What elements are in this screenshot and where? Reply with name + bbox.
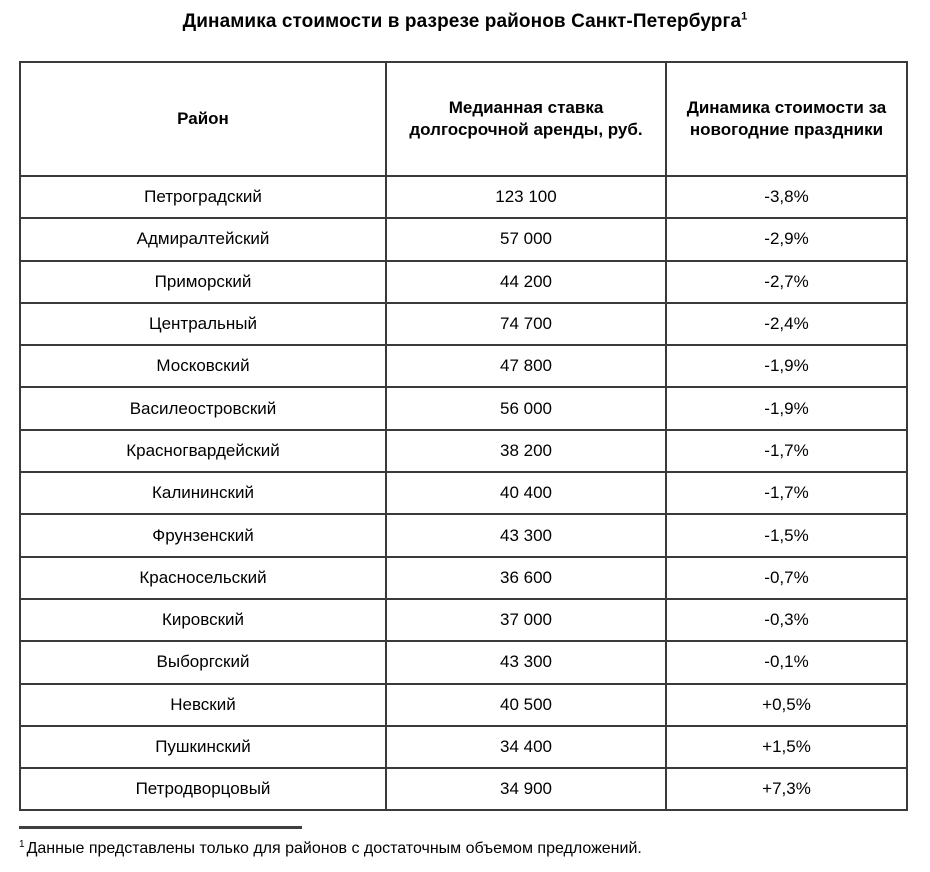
- footnote-separator: [19, 826, 302, 829]
- cell-dynamics: -1,7%: [666, 472, 907, 514]
- cell-median-rate: 40 400: [386, 472, 666, 514]
- column-header-dynamics-line1: Динамика стоимости за: [686, 98, 887, 117]
- cell-dynamics: -0,1%: [666, 641, 907, 683]
- cell-median-rate: 123 100: [386, 176, 666, 218]
- cell-district: Красногвардейский: [20, 430, 386, 472]
- table-header: [20, 62, 907, 176]
- cell-median-rate: 36 600: [386, 557, 666, 599]
- table-row: [20, 768, 907, 810]
- table-row: [20, 345, 907, 387]
- table-row: [20, 684, 907, 726]
- cell-dynamics: -2,9%: [666, 218, 907, 260]
- cell-district: Пушкинский: [20, 726, 386, 768]
- cell-median-rate: 38 200: [386, 430, 666, 472]
- table-row: [20, 514, 907, 556]
- cell-dynamics: -0,7%: [666, 557, 907, 599]
- cell-median-rate: 34 900: [386, 768, 666, 810]
- cell-district: Кировский: [20, 599, 386, 641]
- cell-dynamics: +7,3%: [666, 768, 907, 810]
- column-header-district-label: Район: [177, 109, 229, 128]
- cell-median-rate: 40 500: [386, 684, 666, 726]
- cell-median-rate: 74 700: [386, 303, 666, 345]
- page-title-text: Динамика стоимости в разрезе районов Санкт-Петербурга: [182, 11, 742, 32]
- table-body: [20, 176, 907, 810]
- cell-dynamics: -1,9%: [666, 345, 907, 387]
- column-header-median-rate: [386, 62, 666, 176]
- table-row: [20, 472, 907, 514]
- footnote: [19, 838, 909, 860]
- table-row: [20, 599, 907, 641]
- cell-median-rate: 56 000: [386, 387, 666, 429]
- cell-dynamics: -1,7%: [666, 430, 907, 472]
- cell-median-rate: 44 200: [386, 261, 666, 303]
- table-row: [20, 726, 907, 768]
- cell-district: Петродворцовый: [20, 768, 386, 810]
- cell-district: Московский: [20, 345, 386, 387]
- cell-dynamics: +1,5%: [666, 726, 907, 768]
- column-header-district: [20, 62, 386, 176]
- rent-dynamics-table: [19, 61, 908, 811]
- cell-district: Приморский: [20, 261, 386, 303]
- cell-dynamics: -0,3%: [666, 599, 907, 641]
- cell-median-rate: 43 300: [386, 641, 666, 683]
- column-header-dynamics: [666, 62, 907, 176]
- title-footnote-marker: 1: [741, 10, 748, 23]
- cell-district: Красносельский: [20, 557, 386, 599]
- page-title: [0, 11, 930, 33]
- cell-district: Калининский: [20, 472, 386, 514]
- cell-median-rate: 47 800: [386, 345, 666, 387]
- cell-district: Петроградский: [20, 176, 386, 218]
- cell-median-rate: 37 000: [386, 599, 666, 641]
- cell-dynamics: -2,4%: [666, 303, 907, 345]
- cell-dynamics: -2,7%: [666, 261, 907, 303]
- column-header-median-rate-line2: долгосрочной аренды, руб.: [409, 120, 643, 139]
- table-row: [20, 387, 907, 429]
- cell-district: Выборгский: [20, 641, 386, 683]
- cell-district: Невский: [20, 684, 386, 726]
- rent-dynamics-table-container: [19, 61, 906, 811]
- column-header-median-rate-line1: Медианная ставка: [448, 98, 604, 117]
- cell-dynamics: +0,5%: [666, 684, 907, 726]
- cell-district: Адмиралтейский: [20, 218, 386, 260]
- table-row: [20, 218, 907, 260]
- cell-dynamics: -1,5%: [666, 514, 907, 556]
- column-header-dynamics-line2: новогодние праздники: [689, 120, 884, 139]
- table-row: [20, 303, 907, 345]
- cell-median-rate: 43 300: [386, 514, 666, 556]
- table-row: [20, 176, 907, 218]
- footnote-text: Данные представлены только для районов с достаточным объемом предложений.: [26, 840, 642, 857]
- table-row: [20, 557, 907, 599]
- footnote-marker: 1: [19, 838, 25, 850]
- table-row: [20, 641, 907, 683]
- cell-dynamics: -3,8%: [666, 176, 907, 218]
- table-row: [20, 261, 907, 303]
- table-header-row: [20, 62, 907, 176]
- cell-district: Фрунзенский: [20, 514, 386, 556]
- cell-dynamics: -1,9%: [666, 387, 907, 429]
- cell-district: Центральный: [20, 303, 386, 345]
- table-row: [20, 430, 907, 472]
- cell-district: Василеостровский: [20, 387, 386, 429]
- cell-median-rate: 57 000: [386, 218, 666, 260]
- cell-median-rate: 34 400: [386, 726, 666, 768]
